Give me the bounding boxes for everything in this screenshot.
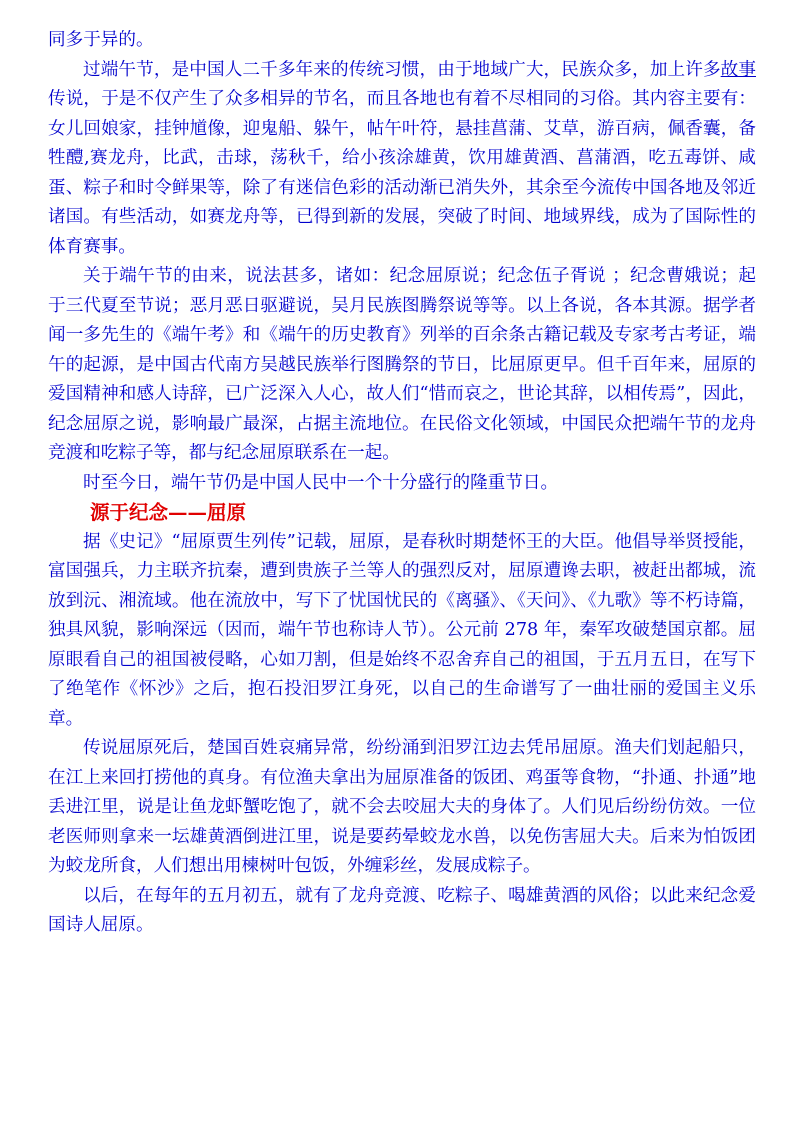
paragraph-customs bbox=[48, 56, 756, 263]
document-page bbox=[48, 26, 756, 941]
section-heading: 源于纪念——屈原 bbox=[90, 501, 247, 524]
story-link[interactable]: 故事 bbox=[720, 59, 756, 80]
paragraph-today: 时至今日，端午节仍是中国人民中一个十分盛行的隆重节日。 bbox=[83, 472, 559, 493]
paragraph-customs-text-before: 过端午节，是中国人二千多年来的传统习惯，由于地域广大，民族众多，加上许多 bbox=[83, 59, 721, 80]
paragraph-origins: 关于端午节的由来，说法甚多，诸如：纪念屈原说；纪念伍子胥说 ；纪念曹娥说；起于三代夏至节说；恶月恶日驱避说，吴月民族图腾祭说等等。以上各说，各本其源。据学者闻一多先生的《端午考》和《端午的历史教育》列举的百余条古籍记载及专家考古考证，端午的起源，是中国古代南方吴越民族举行图腾祭的节日，比屈原更早。但千百年来，屈原的爱国精神和感人诗辞，已广泛深入人心，故人们“惜而哀之，世论其辞，以相传焉”，因此，纪念屈原之说，影响最广最深，占据主流地位。在民俗文化领域，中国民众把端午节的龙舟竞渡和吃粽子等，都与纪念屈原联系在一起。 bbox=[48, 266, 756, 463]
paragraph-customs-text-after: 传说，于是不仅产生了众多相异的节名，而且各地也有着不尽相同的习俗。其内容主要有：女儿回娘家，挂钟馗像，迎鬼船、躲午，帖午叶符，悬挂菖蒲、艾草，游百病，佩香囊，备牲醴,赛龙舟，比武，击球，荡秋千，给小孩涂雄黄，饮用雄黄酒、菖蒲酒，吃五毒饼、咸蛋、粽子和时令鲜果等，除了有迷信色彩的活动渐已消失外，其余至今流传中国各地及邻近诸国。有些活动，如赛龙舟等，已得到新的发展，突破了时间、地域界线，成为了国际性的体育赛事。 bbox=[48, 89, 756, 257]
paragraph-legend: 传说屈原死后，楚国百姓哀痛异常，纷纷涌到汨罗江边去凭吊屈原。渔夫们划起船只，在江上来回打捞他的真身。有位渔夫拿出为屈原准备的饭团、鸡蛋等食物，“扑通、扑通”地丢进江里，说是让鱼龙虾蟹吃饱了，就不会去咬屈大夫的身体了。人们见后纷纷仿效。一位老医师则拿来一坛雄黄酒倒进江里，说是要药晕蛟龙水兽，以免伤害屈大夫。后来为怕饭团为蛟龙所食，人们想出用楝树叶包饭，外缠彩丝，发展成粽子。 bbox=[48, 738, 756, 876]
paragraph-continuation: 同多于异的。 bbox=[48, 30, 154, 50]
paragraph-qu-yuan-history: 据《史记》“屈原贾生列传”记载，屈原，是春秋时期楚怀王的大臣。他倡导举贤授能，富国强兵，力主联齐抗秦，遭到贵族子兰等人的强烈反对，屈原遭谗去职，被赶出都城，流放到沅、湘流域。他在流放中，写下了忧国忧民的《离骚》、《天问》、《九歌》等不朽诗篇，独具风貌，影响深远（因而，端午节也称诗人节）。公元前 278 年，秦军攻破楚国京都。屈原眼看自己的祖国被侵略，心如刀割，但是始终不忍舍弃自己的祖国，于五月五日，在写下了绝笔作《怀沙》之后，抱石投汨罗江身死，以自己的生命谱写了一曲壮丽的爱国主义乐章。 bbox=[48, 531, 756, 729]
paragraph-conclusion: 以后，在每年的五月初五，就有了龙舟竞渡、吃粽子、喝雄黄酒的风俗；以此来纪念爱国诗人屈原。 bbox=[48, 885, 756, 935]
